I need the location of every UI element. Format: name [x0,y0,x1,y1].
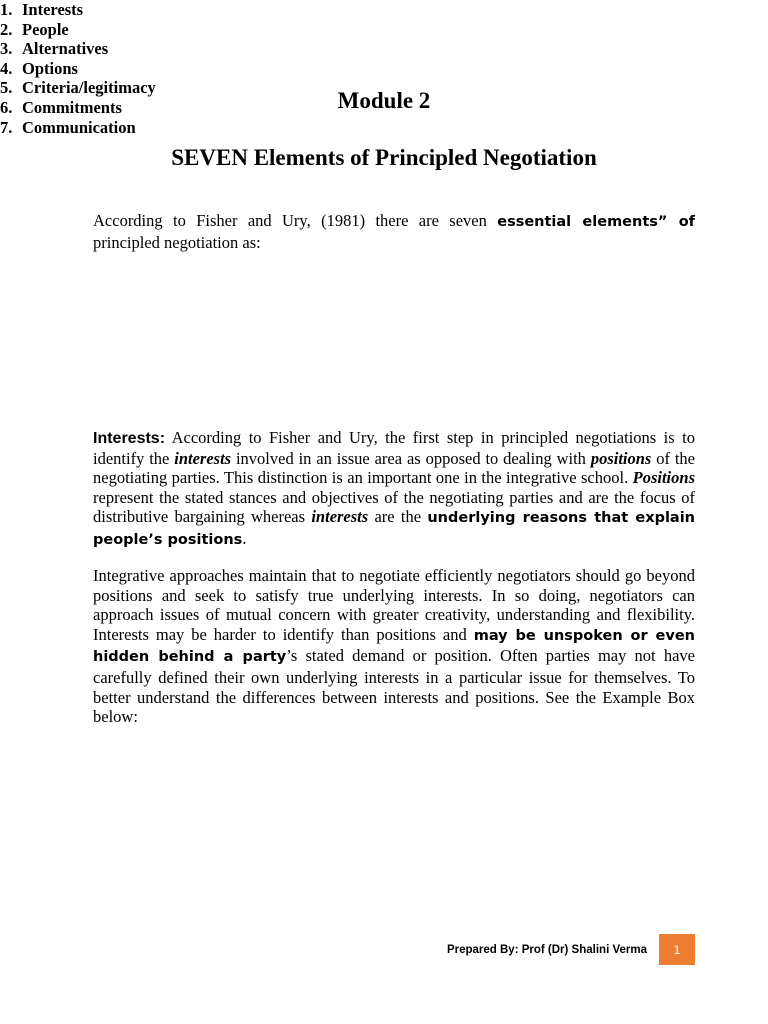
list-item-label: Interests [22,0,84,19]
list-item-number: 1. [0,0,13,19]
interests-text: represent the stated stances and objectives of the negotiating parties and are the focus of distributive bargaining whereas [93,487,695,527]
intro-highlight: essential elements” of [497,214,695,230]
list-item-number: 2. [0,19,13,39]
list-item [0,0,400,20]
list-item-number: 6. [0,97,13,117]
page-footer [447,934,695,965]
intro-text-2: principled negotiation as: [93,232,261,252]
integrative-paragraph [93,566,695,727]
list-item-label: Communication [22,117,136,137]
bold-underlying-reasons: underlying reasons that explain people’s positions [93,510,695,548]
bold-hidden-interests: may be unspoken or even hidden behind a party [93,627,696,666]
list-item [0,59,400,79]
main-title: SEVEN Elements of Principled Negotiation [171,145,597,170]
list-item-label: Alternatives [22,39,109,59]
interests-text: are the [368,507,428,527]
list-item [0,39,400,59]
emphasis-positions: positions [590,448,652,468]
list-item [0,118,400,138]
elements-list [0,0,400,137]
list-item-label: People [22,19,69,39]
list-item-number: 4. [0,58,13,78]
emphasis-interests: interests [311,507,369,527]
intro-paragraph [93,211,695,252]
interests-text: involved in an issue area as opposed to dealing with [231,448,591,468]
integrative-text: Integrative approaches maintain that to negotiate efficiently negotiators should go beyond positions and seek to satisfy true underlying interests. In so doing, negotiators can approach issues of mutual concern with greater creativity, understanding and flexibility. Interests may be harder to identify than positions and [93,566,695,644]
list-item-number: 5. [0,78,13,98]
interests-text: . [242,528,247,548]
intro-text-1: According to Fisher and Ury, (1981) there are seven [93,211,498,230]
module-title: Module 2 [337,88,431,113]
interests-text: of the negotiating parties. This distinction is an important one in the integrative school. [93,448,695,488]
emphasis-interests: interests [174,448,232,468]
prepared-by-label: Prepared By: Prof (Dr) Shalini Verma [446,943,647,956]
interests-paragraph [93,428,695,551]
list-item-number: 3. [0,39,13,59]
list-item [0,20,400,40]
list-item-number: 7. [0,117,13,137]
integrative-text: ’s stated demand or position. Often parties may not have carefully defined their own underlying interests in a particular issue for themselves. To better understand the differences between interests and positions. See the Example Box below: [93,646,695,727]
list-item-label: Options [22,58,78,78]
emphasis-positions: Positions [632,468,695,488]
list-item-label: Criteria/legitimacy [22,78,156,98]
list-item-label: Commitments [22,97,122,117]
page-number-badge: 1 [659,934,695,965]
interests-heading: Interests: [93,430,166,447]
interests-text: According to Fisher and Ury, the first step in principled negotiations is to identify the [93,428,695,468]
